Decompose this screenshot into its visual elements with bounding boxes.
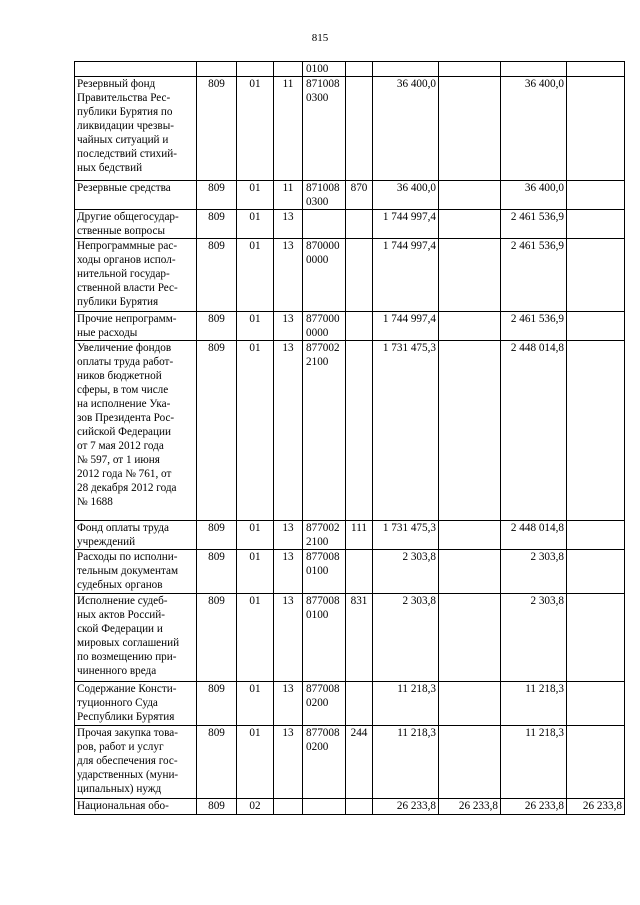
- amount-cell-2: [439, 77, 501, 181]
- table-row: [75, 726, 625, 799]
- table-row: [75, 550, 625, 594]
- expense-type-code-cell: [346, 210, 373, 239]
- subsection-code-cell: 11: [274, 77, 303, 181]
- table-row: [75, 682, 625, 726]
- amount-cell-3: 36 400,0: [501, 181, 567, 210]
- amount-cell-1: 2 303,8: [373, 550, 439, 594]
- amount-cell-2: [439, 521, 501, 550]
- table-row: [75, 312, 625, 341]
- expense-type-code-cell: [346, 62, 373, 77]
- ministry-code-cell: 809: [197, 682, 237, 726]
- target-item-code-cell: [303, 799, 346, 815]
- budget-table-body: [75, 62, 625, 815]
- expense-name-cell: Резервные средства: [75, 181, 197, 210]
- amount-cell-4: [567, 594, 625, 682]
- amount-cell-3: 2 303,8: [501, 594, 567, 682]
- subsection-code-cell: 11: [274, 181, 303, 210]
- amount-cell-3: 11 218,3: [501, 726, 567, 799]
- target-item-code-cell: 0100: [303, 62, 346, 77]
- ministry-code-cell: 809: [197, 726, 237, 799]
- target-item-code-cell: 871008 0300: [303, 181, 346, 210]
- amount-cell-2: [439, 181, 501, 210]
- target-item-code-cell: 877002 2100: [303, 521, 346, 550]
- ministry-code-cell: 809: [197, 210, 237, 239]
- amount-cell-4: [567, 181, 625, 210]
- amount-cell-3: 2 461 536,9: [501, 210, 567, 239]
- table-row: [75, 239, 625, 312]
- section-code-cell: 01: [237, 77, 274, 181]
- expense-type-code-cell: [346, 239, 373, 312]
- amount-cell-2: [439, 594, 501, 682]
- amount-cell-1: 11 218,3: [373, 726, 439, 799]
- amount-cell-3: 26 233,8: [501, 799, 567, 815]
- subsection-code-cell: [274, 62, 303, 77]
- ministry-code-cell: 809: [197, 341, 237, 521]
- expense-name-cell: Фонд оплаты труда учреждений: [75, 521, 197, 550]
- table-row: [75, 521, 625, 550]
- subsection-code-cell: 13: [274, 341, 303, 521]
- table-row: [75, 210, 625, 239]
- amount-cell-3: 36 400,0: [501, 77, 567, 181]
- amount-cell-2: [439, 210, 501, 239]
- target-item-code-cell: 877008 0200: [303, 682, 346, 726]
- subsection-code-cell: 13: [274, 726, 303, 799]
- target-item-code-cell: 870000 0000: [303, 239, 346, 312]
- amount-cell-2: [439, 62, 501, 77]
- amount-cell-4: [567, 550, 625, 594]
- expense-type-code-cell: [346, 799, 373, 815]
- section-code-cell: 01: [237, 239, 274, 312]
- amount-cell-1: 2 303,8: [373, 594, 439, 682]
- target-item-code-cell: 871008 0300: [303, 77, 346, 181]
- target-item-code-cell: 877000 0000: [303, 312, 346, 341]
- section-code-cell: 01: [237, 312, 274, 341]
- amount-cell-2: [439, 726, 501, 799]
- subsection-code-cell: 13: [274, 594, 303, 682]
- amount-cell-3: 2 461 536,9: [501, 312, 567, 341]
- subsection-code-cell: 13: [274, 239, 303, 312]
- expense-name-cell: Резервный фонд Правительства Рес- публики Бурятия по ликвидации чрезвы- чайных ситуаций и последствий стихий- ных бедствий: [75, 77, 197, 181]
- subsection-code-cell: 13: [274, 210, 303, 239]
- section-code-cell: 02: [237, 799, 274, 815]
- page-number: 815: [311, 32, 329, 44]
- ministry-code-cell: 809: [197, 550, 237, 594]
- table-row: [75, 62, 625, 77]
- amount-cell-4: [567, 239, 625, 312]
- amount-cell-3: 2 448 014,8: [501, 341, 567, 521]
- section-code-cell: [237, 62, 274, 77]
- target-item-code-cell: [303, 210, 346, 239]
- subsection-code-cell: 13: [274, 312, 303, 341]
- amount-cell-1: 11 218,3: [373, 682, 439, 726]
- amount-cell-2: [439, 341, 501, 521]
- expense-name-cell: Прочие непрограмм- ные расходы: [75, 312, 197, 341]
- expense-name-cell: Другие общегосудар- ственные вопросы: [75, 210, 197, 239]
- expense-name-cell: Непрограммные рас- ходы органов испол- нительной государ- ственной власти Рес- публики Бурятия: [75, 239, 197, 312]
- expense-type-code-cell: [346, 77, 373, 181]
- amount-cell-3: 11 218,3: [501, 682, 567, 726]
- amount-cell-4: [567, 682, 625, 726]
- amount-cell-4: [567, 312, 625, 341]
- amount-cell-4: [567, 210, 625, 239]
- amount-cell-4: [567, 341, 625, 521]
- table-row: [75, 181, 625, 210]
- table-row: [75, 77, 625, 181]
- section-code-cell: 01: [237, 594, 274, 682]
- expense-name-cell: Исполнение судеб- ных актов Россий- ской Федерации и мировых соглашений по возмещению при- чиненного вреда: [75, 594, 197, 682]
- amount-cell-4: [567, 521, 625, 550]
- amount-cell-3: [501, 62, 567, 77]
- expense-type-code-cell: 244: [346, 726, 373, 799]
- expense-name-cell: Содержание Консти- туционного Суда Республики Бурятия: [75, 682, 197, 726]
- expense-type-code-cell: 870: [346, 181, 373, 210]
- section-code-cell: 01: [237, 341, 274, 521]
- amount-cell-1: 36 400,0: [373, 181, 439, 210]
- section-code-cell: 01: [237, 550, 274, 594]
- amount-cell-4: 26 233,8: [567, 799, 625, 815]
- amount-cell-1: 36 400,0: [373, 77, 439, 181]
- target-item-code-cell: 877008 0200: [303, 726, 346, 799]
- amount-cell-1: 26 233,8: [373, 799, 439, 815]
- amount-cell-1: 1 731 475,3: [373, 341, 439, 521]
- amount-cell-1: [373, 62, 439, 77]
- expense-type-code-cell: [346, 682, 373, 726]
- amount-cell-1: 1 744 997,4: [373, 239, 439, 312]
- expense-name-cell: [75, 62, 197, 77]
- table-row: [75, 799, 625, 815]
- amount-cell-3: 2 461 536,9: [501, 239, 567, 312]
- expense-type-code-cell: [346, 312, 373, 341]
- subsection-code-cell: 13: [274, 521, 303, 550]
- budget-table: [74, 61, 625, 815]
- expense-type-code-cell: [346, 550, 373, 594]
- ministry-code-cell: 809: [197, 799, 237, 815]
- amount-cell-1: 1 744 997,4: [373, 312, 439, 341]
- amount-cell-2: [439, 312, 501, 341]
- amount-cell-3: 2 303,8: [501, 550, 567, 594]
- amount-cell-1: 1 731 475,3: [373, 521, 439, 550]
- table-row: [75, 341, 625, 521]
- expense-name-cell: Прочая закупка това- ров, работ и услуг для обеспечения гос- ударственных (муни- ципальных) нужд: [75, 726, 197, 799]
- amount-cell-2: 26 233,8: [439, 799, 501, 815]
- ministry-code-cell: [197, 62, 237, 77]
- amount-cell-4: [567, 77, 625, 181]
- expense-name-cell: Увеличение фондов оплаты труда работ- ников бюджетной сферы, в том числе на исполнение Ука- зов Президента Рос- сийской Федерации от 7 мая 2012 года № 597, от 1 июня 2012 года № 761, от 28 декабря 2012 года № 1688: [75, 341, 197, 521]
- amount-cell-4: [567, 726, 625, 799]
- expense-type-code-cell: 111: [346, 521, 373, 550]
- subsection-code-cell: [274, 799, 303, 815]
- table-row: [75, 594, 625, 682]
- expense-type-code-cell: [346, 341, 373, 521]
- ministry-code-cell: 809: [197, 521, 237, 550]
- ministry-code-cell: 809: [197, 181, 237, 210]
- target-item-code-cell: 877008 0100: [303, 550, 346, 594]
- ministry-code-cell: 809: [197, 594, 237, 682]
- amount-cell-2: [439, 239, 501, 312]
- amount-cell-2: [439, 550, 501, 594]
- section-code-cell: 01: [237, 181, 274, 210]
- target-item-code-cell: 877002 2100: [303, 341, 346, 521]
- ministry-code-cell: 809: [197, 239, 237, 312]
- expense-name-cell: Расходы по исполни- тельным документам судебных органов: [75, 550, 197, 594]
- subsection-code-cell: 13: [274, 682, 303, 726]
- subsection-code-cell: 13: [274, 550, 303, 594]
- section-code-cell: 01: [237, 726, 274, 799]
- target-item-code-cell: 877008 0100: [303, 594, 346, 682]
- amount-cell-2: [439, 682, 501, 726]
- ministry-code-cell: 809: [197, 312, 237, 341]
- section-code-cell: 01: [237, 682, 274, 726]
- amount-cell-3: 2 448 014,8: [501, 521, 567, 550]
- amount-cell-4: [567, 62, 625, 77]
- ministry-code-cell: 809: [197, 77, 237, 181]
- section-code-cell: 01: [237, 210, 274, 239]
- section-code-cell: 01: [237, 521, 274, 550]
- amount-cell-1: 1 744 997,4: [373, 210, 439, 239]
- expense-name-cell: Национальная обо-: [75, 799, 197, 815]
- expense-type-code-cell: 831: [346, 594, 373, 682]
